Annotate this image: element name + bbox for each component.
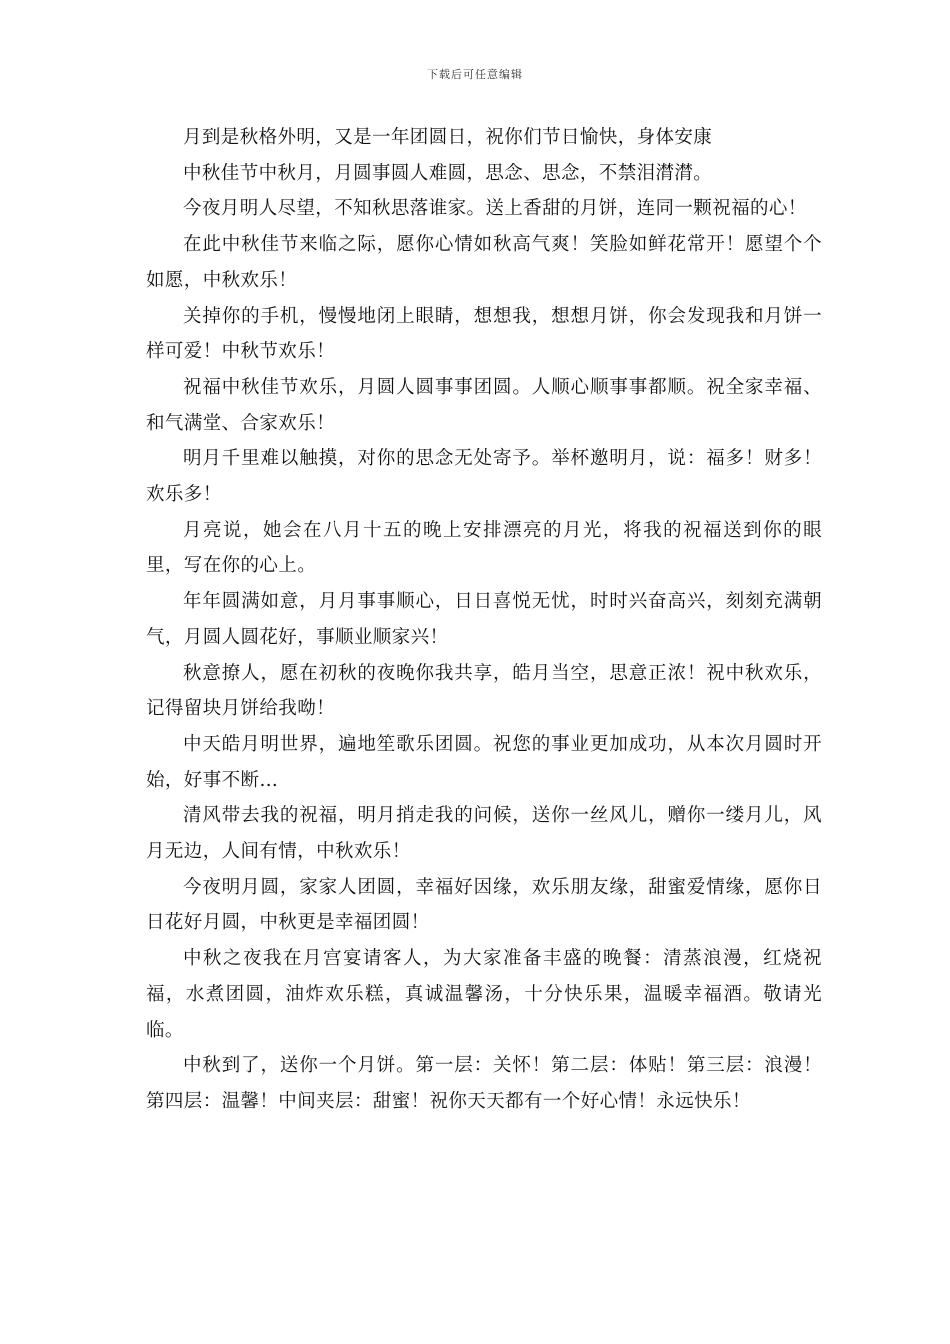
- paragraph: 中秋佳节中秋月，月圆事圆人难圆，思念、思念，不禁泪潸潸。: [183, 162, 713, 184]
- paragraph: 月到是秋格外明，又是一年团圆日，祝你们节日愉快，身体安康: [183, 127, 713, 148]
- paragraph: 秋意撩人，愿在初秋的夜晚你我共享，皓月当空，思意正浓！祝中秋欢乐，记得留块月饼给我呦！: [146, 662, 822, 720]
- paragraph: 今夜明月圆，家家人团圆，幸福好因缘，欢乐朋友缘，甜蜜爱情缘，愿你日日花好月圆，中秋更是幸福团圆！: [146, 876, 822, 934]
- document-body: [146, 120, 822, 1120]
- paragraph: 明月千里难以触摸，对你的思念无处寄予。举杯邀明月，说：福多！财多！欢乐多！: [146, 448, 822, 506]
- page-header: 下载后可任意编辑: [427, 68, 523, 81]
- paragraph: 祝福中秋佳节欢乐，月圆人圆事事团圆。人顺心顺事事都顺。祝全家幸福、和气满堂、合家欢乐！: [146, 376, 822, 434]
- paragraph: 关掉你的手机，慢慢地闭上眼睛，想想我，想想月饼，你会发现我和月饼一样可爱！中秋节欢乐！: [146, 305, 822, 363]
- paragraph: 在此中秋佳节来临之际，愿你心情如秋高气爽！笑脸如鲜花常开！愿望个个如愿，中秋欢乐！: [146, 234, 822, 291]
- paragraph: 年年圆满如意，月月事事顺心，日日喜悦无忧，时时兴奋高兴，刻刻充满朝气，月圆人圆花好，事顺业顺家兴！: [146, 591, 822, 648]
- paragraph: 今夜月明人尽望，不知秋思落谁家。送上香甜的月饼，连同一颗祝福的心！: [183, 198, 807, 220]
- paragraph: 中秋到了，送你一个月饼。第一层：关怀！第二层：体贴！第三层：浪漫！第四层：温馨！中间夹层：甜蜜！祝你天天都有一个好心情！永远快乐！: [146, 1055, 822, 1112]
- paragraph: 中天皓月明世界，遍地笙歌乐团圆。祝您的事业更加成功，从本次月圆时开始，好事不断…: [146, 733, 822, 791]
- paragraph: 月亮说，她会在八月十五的晚上安排漂亮的月光，将我的祝福送到你的眼里，写在你的心上。: [146, 519, 822, 577]
- paragraph: 中秋之夜我在月宫宴请客人，为大家准备丰盛的晚餐：清蒸浪漫，红烧祝福，水煮团圆，油炸欢乐糕，真诚温馨汤，十分快乐果，温暖幸福酒。敬请光临。: [146, 948, 822, 1041]
- paragraph: 清风带去我的祝福，明月捎走我的问候，送你一丝风儿，赠你一缕月儿，风月无边，人间有情，中秋欢乐！: [146, 805, 822, 863]
